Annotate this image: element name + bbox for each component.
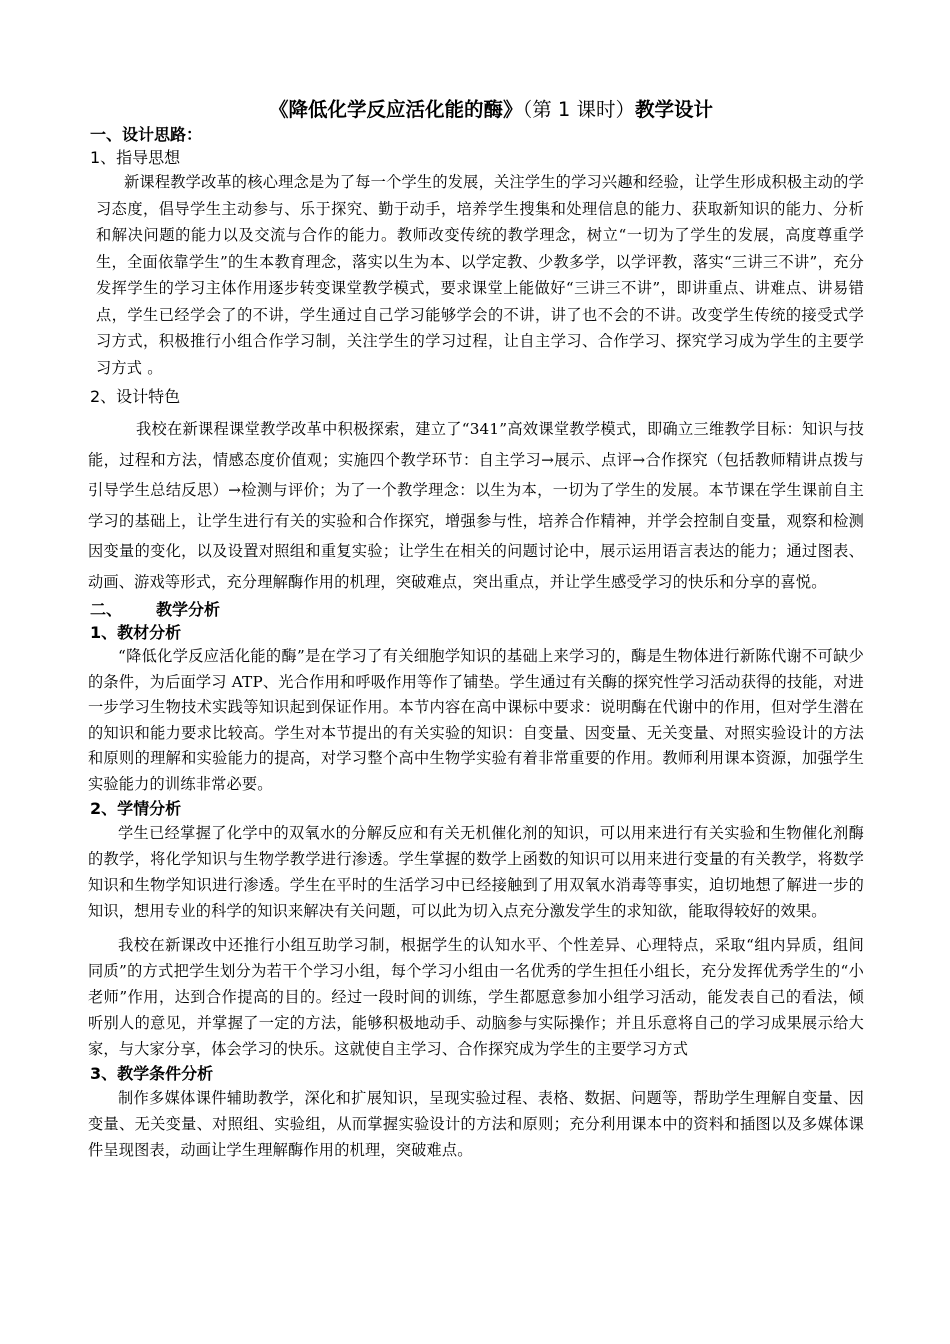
section-2-heading [88,599,864,621]
guiding-ideas-paragraph: 新课程教学改革的核心理念是为了每一个学生的发展，关注学生的学习兴趣和经验，让学生形成积极主动的学习态度，倡导学生主动参与、乐于探究、勤于动手，培养学生搜集和处理信息的能力、获取新知识的能力、分析和解决问题的能力以及交流与合作的能力。教师改变传统的教学理念，树立“一切为了学生的发展，高度尊重学生，全面依靠学生”的生本教育理念，落实以生为本、以学定教、少教多学，以学评教，落实“三讲三不讲”，充分发挥学生的学习主体作用逐步转变课堂教学模式，要求课堂上能做好“三讲三不讲”，即讲重点、讲难点、讲易错点，学生已经学会了的不讲，学生通过自己学习能够学会的不讲，讲了也不会的不讲。改变学生传统的接受式学习方式，积极推行小组合作学习制，关注学生的学习过程，让自主学习、合作学习、探究学习成为学生的主要学习方式 。 [96,173,864,377]
textbook-analysis-paragraph: “降低化学反应活化能的酶”是在学习了有关细胞学知识的基础上来学习的，酶是生物体进行新陈代谢不可缺少的条件，为后面学习 ATP、光合作用和呼吸作用等作了铺垫。学生通过有关酶的探究性学习活动获得的技能，对进一步学习生物技术实践等知识起到保证作用。本节内容在高中课标中要求：说明酶在代谢中的作用，但对学生潜在的知识和能力要求比较高。学生对本节提出的有关实验的知识：自变量、因变量、无关变量、对照实验设计的方法和原则的理解和实验能力的提高，对学习整个高中生物学实验有着非常重要的作用。教师利用课本资源，加强学生实验能力的训练非常必要。 [88,647,864,793]
section-2-3-heading: 3、教学条件分析 [90,1064,214,1083]
section-1-2-heading: 2、设计特色 [90,387,181,406]
student-analysis-paragraph-2: 我校在新课改中还推行小组互助学习制，根据学生的认知水平、个性差异、心理特点，采取“组内异质，组间同质”的方式把学生划分为若干个学习小组，每个学习小组由一名优秀的学生担任小组长，充分发挥优秀学生的“小老师”作用，达到合作提高的目的。经过一段时间的训练，学生都愿意参加小组学习活动，能发表自己的看法，倾听别人的意见，并掌握了一定的方法，能够积极地动手、动脑参与实际操作；并且乐意将自己的学习成果展示给大家，与大家分享，体会学习的快乐。这就使自主学习、合作探究成为学生的主要学习方式 [88,936,864,1058]
section-2-title: 教学分析 [156,600,221,619]
design-features-paragraph: 我校在新课程课堂教学改革中积极探索，建立了“341”高效课堂教学模式，即确立三维教学目标：知识与技能，过程和方法，情感态度价值观；实施四个教学环节：自主学习→展示、点评→合作探究（包括教师精讲点拨与引导学生总结反思）→检测与评价；为了一个教学理念：以生为本，一切为了学生的发展。本节课在学生课前自主学习的基础上，让学生进行有关的实验和合作探究，增强参与性，培养合作精神，并学会控制自变量，观察和检测因变量的变化，以及设置对照组和重复实验；让学生在相关的问题讨论中，展示运用语言表达的能力；通过图表、动画、游戏等形式，充分理解酶作用的机理，突破难点，突出重点，并让学生感受学习的快乐和分享的喜悦。 [88,420,864,591]
title-main: 《降低化学反应活化能的酶》 [268,98,523,121]
section-1-1-heading: 1、指导思想 [90,148,181,167]
section-1-heading: 一、设计思路： [90,125,203,144]
section-2-number: 二、 [90,600,123,619]
teaching-conditions-paragraph: 制作多媒体课件辅助教学，深化和扩展知识，呈现实验过程、表格、数据、问题等，帮助学生理解自变量、因变量、无关变量、对照组、实验组，从而掌握实验设计的方法和原则；充分利用课本中的资料和插图以及多媒体课件呈现图表，动画让学生理解酶作用的机理，突破难点。 [88,1089,864,1159]
section-2-2-heading: 2、学情分析 [90,799,182,818]
document-title [88,96,864,124]
document-page [88,96,864,1163]
title-lesson: （第 1 课时） [522,98,636,121]
section-2-1-heading: 1、教材分析 [90,623,182,642]
student-analysis-paragraph-1: 学生已经掌握了化学中的双氧水的分解反应和有关无机催化剂的知识，可以用来进行有关实验和生物催化剂酶的教学，将化学知识与生物学教学进行渗透。学生掌握的数学上函数的知识可以用来进行变量的有关教学，将数学知识和生物学知识进行渗透。学生在平时的生活学习中已经接触到了用双氧水消毒等事实，迫切地想了解进一步的知识，想用专业的科学的知识来解决有关问题，可以此为切入点充分激发学生的求知欲，能取得较好的效果。 [88,824,864,920]
title-suffix: 教学设计 [635,98,714,121]
